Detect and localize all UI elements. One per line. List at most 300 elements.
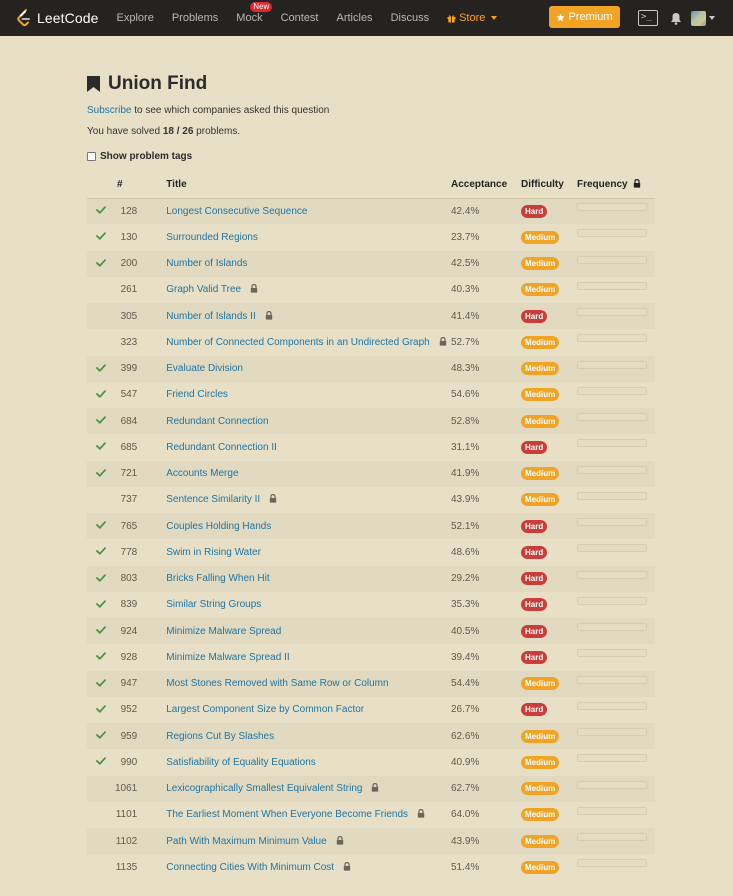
- problem-title-cell: [166, 644, 451, 670]
- frequency-cell: [577, 697, 655, 723]
- nav-right: [638, 0, 715, 36]
- acceptance-rate: 23.7%: [451, 231, 480, 243]
- show-tags-toggle[interactable]: [87, 151, 655, 162]
- solved-status: [87, 356, 115, 382]
- chevron-down-icon[interactable]: [709, 16, 715, 20]
- frequency-bar: [577, 229, 647, 237]
- solved-status: [87, 671, 115, 697]
- frequency-bar: [577, 413, 647, 421]
- table-row: [87, 854, 655, 880]
- frequency-bar: [577, 203, 647, 211]
- frequency-bar: [577, 754, 647, 762]
- solved-status: [87, 723, 115, 749]
- problem-title-link[interactable]: Sentence Similarity II: [166, 494, 261, 506]
- difficulty-cell: [521, 723, 577, 749]
- solved-status: [87, 408, 115, 434]
- problem-number: 737: [120, 494, 138, 506]
- difficulty-cell: [521, 329, 577, 355]
- problem-title-link[interactable]: Path With Maximum Minimum Value: [166, 835, 327, 847]
- difficulty-badge: Hard: [521, 310, 547, 323]
- problem-number: 305: [120, 310, 138, 322]
- difficulty-badge: Hard: [521, 520, 547, 533]
- problem-number: 959: [120, 730, 138, 742]
- problem-number: 128: [120, 205, 138, 217]
- lock-icon: [371, 783, 379, 792]
- chevron-down-icon: [491, 16, 497, 20]
- problem-title-link[interactable]: Number of Connected Components in an Undirected Graph: [166, 336, 430, 348]
- subscribe-link[interactable]: Subscribe: [87, 105, 132, 116]
- nav-explore[interactable]: Explore: [116, 12, 154, 24]
- nav-store[interactable]: [447, 12, 497, 24]
- problem-title-link[interactable]: Minimize Malware Spread: [166, 625, 282, 637]
- frequency-cell: [577, 487, 655, 513]
- acceptance-rate: 48.3%: [451, 363, 480, 375]
- problem-number: 684: [120, 415, 138, 427]
- problem-title-link[interactable]: Minimize Malware Spread II: [166, 651, 290, 663]
- nav-articles[interactable]: Articles: [336, 12, 373, 24]
- frequency-cell: [577, 749, 655, 775]
- problem-title-link[interactable]: Graph Valid Tree: [166, 284, 242, 296]
- solved-status: [87, 513, 115, 539]
- solved-status: [87, 776, 115, 802]
- acceptance-rate: 62.7%: [451, 783, 480, 795]
- problem-number: 928: [120, 651, 138, 663]
- lock-icon: [417, 809, 425, 818]
- check-icon: [96, 626, 106, 634]
- problem-table: [87, 171, 655, 881]
- frequency-bar: [577, 492, 647, 500]
- difficulty-cell: [521, 776, 577, 802]
- solved-count: 18 / 26: [162, 126, 194, 137]
- difficulty-badge: Medium: [521, 231, 559, 244]
- problem-title-link[interactable]: Most Stones Removed with Same Row or Column: [166, 678, 389, 690]
- frequency-cell: [577, 618, 655, 644]
- check-icon: [96, 259, 106, 267]
- difficulty-cell: [521, 749, 577, 775]
- problem-title-link[interactable]: Lexicographically Smallest Equivalent String: [166, 783, 363, 795]
- frequency-cell: [577, 434, 655, 460]
- problem-title-cell: [166, 251, 451, 277]
- check-icon: [96, 364, 106, 372]
- header-frequency[interactable]: [577, 171, 655, 198]
- difficulty-cell: [521, 356, 577, 382]
- problem-title-cell: [166, 513, 451, 539]
- star-icon: [556, 13, 565, 22]
- difficulty-cell: [521, 513, 577, 539]
- frequency-bar: [577, 623, 647, 631]
- difficulty-badge: Medium: [521, 415, 559, 428]
- logo[interactable]: [16, 9, 99, 28]
- lock-icon: [439, 337, 447, 346]
- acceptance-rate: 62.6%: [451, 730, 480, 742]
- logo-text: LeetCode: [37, 10, 99, 26]
- check-icon: [96, 652, 106, 660]
- problem-title-link[interactable]: Redundant Connection II: [166, 441, 277, 453]
- frequency-cell: [577, 356, 655, 382]
- header-acceptance[interactable]: Acceptance: [451, 171, 521, 198]
- problem-title-link[interactable]: Friend Circles: [166, 389, 228, 401]
- acceptance-rate: 40.3%: [451, 284, 480, 296]
- table-row: [87, 303, 655, 329]
- acceptance-rate: 52.8%: [451, 415, 480, 427]
- difficulty-badge: Medium: [521, 336, 559, 349]
- problem-number: 547: [120, 389, 138, 401]
- difficulty-cell: [521, 592, 577, 618]
- acceptance-rate: 41.9%: [451, 468, 480, 480]
- bookmark-icon: [87, 76, 100, 92]
- check-icon: [96, 206, 106, 214]
- problem-title-cell: [166, 408, 451, 434]
- difficulty-badge: Medium: [521, 808, 559, 821]
- table-row: [87, 539, 655, 565]
- problem-number: 947: [120, 678, 138, 690]
- check-icon: [96, 390, 106, 398]
- problem-title-cell: [166, 723, 451, 749]
- difficulty-badge: Medium: [521, 362, 559, 375]
- acceptance-rate: 42.4%: [451, 205, 480, 217]
- problem-title-link[interactable]: Number of Islands II: [166, 310, 256, 322]
- table-row: [87, 513, 655, 539]
- difficulty-badge: Medium: [521, 677, 559, 690]
- difficulty-cell: [521, 697, 577, 723]
- frequency-bar: [577, 676, 647, 684]
- problem-title-cell: [166, 303, 451, 329]
- acceptance-rate: 40.5%: [451, 625, 480, 637]
- frequency-cell: [577, 671, 655, 697]
- difficulty-badge: Medium: [521, 782, 559, 795]
- frequency-bar: [577, 387, 647, 395]
- acceptance-rate: 42.5%: [451, 258, 480, 270]
- subscribe-line: [87, 105, 655, 116]
- solved-status: [87, 697, 115, 723]
- problem-number: 839: [120, 599, 138, 611]
- table-row: [87, 697, 655, 723]
- frequency-cell: [577, 382, 655, 408]
- acceptance-rate: 31.1%: [451, 441, 480, 453]
- check-icon: [96, 731, 106, 739]
- acceptance-rate: 35.3%: [451, 599, 480, 611]
- problem-title-cell: [166, 802, 451, 828]
- frequency-bar: [577, 571, 647, 579]
- problem-title-cell: [166, 671, 451, 697]
- difficulty-badge: Hard: [521, 572, 547, 585]
- problem-title-link[interactable]: Couples Holding Hands: [166, 520, 272, 532]
- difficulty-cell: [521, 828, 577, 854]
- frequency-cell: [577, 461, 655, 487]
- solved-status: [87, 539, 115, 565]
- nav-mock[interactable]: [236, 2, 270, 24]
- table-row: [87, 644, 655, 670]
- solved-status: [87, 566, 115, 592]
- header-difficulty[interactable]: Difficulty: [521, 171, 577, 198]
- acceptance-rate: 40.9%: [451, 756, 480, 768]
- table-row: [87, 224, 655, 250]
- difficulty-cell: [521, 303, 577, 329]
- difficulty-cell: [521, 382, 577, 408]
- table-row: [87, 776, 655, 802]
- problem-title-link[interactable]: Bricks Falling When Hit: [166, 573, 270, 585]
- problem-number: 765: [120, 520, 138, 532]
- difficulty-cell: [521, 198, 577, 224]
- acceptance-rate: 43.9%: [451, 494, 480, 506]
- check-icon: [96, 600, 106, 608]
- problem-title-cell: [166, 224, 451, 250]
- difficulty-cell: [521, 566, 577, 592]
- solved-status: [87, 434, 115, 460]
- frequency-cell: [577, 408, 655, 434]
- solved-status: [87, 592, 115, 618]
- problem-number: 1061: [115, 783, 138, 795]
- table-row: [87, 329, 655, 355]
- solved-status: [87, 618, 115, 644]
- difficulty-cell: [521, 487, 577, 513]
- problem-title-cell: [166, 828, 451, 854]
- difficulty-badge: Medium: [521, 388, 559, 401]
- frequency-bar: [577, 256, 647, 264]
- header-num[interactable]: #: [115, 171, 166, 198]
- problem-number: 323: [120, 336, 138, 348]
- acceptance-rate: 52.7%: [451, 336, 480, 348]
- problem-title-cell: [166, 697, 451, 723]
- table-row: [87, 382, 655, 408]
- frequency-cell: [577, 329, 655, 355]
- problem-title-cell: [166, 487, 451, 513]
- frequency-cell: [577, 539, 655, 565]
- lock-icon: [633, 179, 641, 188]
- acceptance-rate: 48.6%: [451, 546, 480, 558]
- nav-problems[interactable]: Problems: [171, 12, 219, 24]
- problem-title-cell: [166, 776, 451, 802]
- difficulty-badge: Medium: [521, 467, 559, 480]
- difficulty-badge: Medium: [521, 861, 559, 874]
- acceptance-rate: 39.4%: [451, 651, 480, 663]
- table-row: [87, 671, 655, 697]
- table-row: [87, 487, 655, 513]
- difficulty-badge: Medium: [521, 493, 559, 506]
- problem-title-link[interactable]: Surrounded Regions: [166, 231, 258, 243]
- problem-number: 261: [120, 284, 138, 296]
- problem-number: 200: [120, 258, 138, 270]
- premium-button[interactable]: [549, 6, 620, 28]
- acceptance-rate: 52.1%: [451, 520, 480, 532]
- acceptance-rate: 43.9%: [451, 835, 480, 847]
- difficulty-badge: Medium: [521, 756, 559, 769]
- problem-number: 1135: [115, 861, 138, 873]
- problem-title-link[interactable]: Largest Component Size by Common Factor: [166, 704, 365, 716]
- difficulty-badge: Hard: [521, 703, 547, 716]
- frequency-cell: [577, 854, 655, 880]
- solved-status: [87, 749, 115, 775]
- solved-status: [87, 329, 115, 355]
- table-row: [87, 251, 655, 277]
- solved-status: [87, 854, 115, 880]
- table-row: [87, 749, 655, 775]
- frequency-bar: [577, 518, 647, 526]
- difficulty-cell: [521, 671, 577, 697]
- difficulty-badge: Medium: [521, 835, 559, 848]
- frequency-bar: [577, 308, 647, 316]
- table-row: [87, 198, 655, 224]
- lock-icon: [265, 311, 273, 320]
- navbar: [0, 0, 733, 36]
- difficulty-cell: [521, 434, 577, 460]
- difficulty-badge: Medium: [521, 730, 559, 743]
- problem-title-cell: [166, 356, 451, 382]
- problem-title-cell: [166, 749, 451, 775]
- problem-number: 685: [120, 441, 138, 453]
- frequency-cell: [577, 592, 655, 618]
- solved-status: [87, 251, 115, 277]
- difficulty-badge: Hard: [521, 625, 547, 638]
- difficulty-cell: [521, 854, 577, 880]
- difficulty-badge: Hard: [521, 205, 547, 218]
- table-row: [87, 277, 655, 303]
- check-icon: [96, 521, 106, 529]
- frequency-bar: [577, 282, 647, 290]
- title-row: [87, 73, 655, 95]
- solved-status: [87, 198, 115, 224]
- problem-title-cell: [166, 854, 451, 880]
- header-status: [87, 171, 115, 198]
- problem-title-link[interactable]: Regions Cut By Slashes: [166, 730, 275, 742]
- solved-status: [87, 644, 115, 670]
- difficulty-cell: [521, 644, 577, 670]
- nav-contest[interactable]: Contest: [280, 12, 319, 24]
- frequency-bar: [577, 597, 647, 605]
- table-row: [87, 802, 655, 828]
- problem-title-cell: [166, 434, 451, 460]
- table-header-row: [87, 171, 655, 198]
- difficulty-cell: [521, 408, 577, 434]
- acceptance-rate: 51.4%: [451, 861, 480, 873]
- solved-status: [87, 802, 115, 828]
- difficulty-cell: [521, 224, 577, 250]
- lock-icon: [343, 862, 351, 871]
- solved-summary: [87, 126, 655, 137]
- problem-title-cell: [166, 461, 451, 487]
- difficulty-badge: Medium: [521, 283, 559, 296]
- frequency-bar: [577, 859, 647, 867]
- problem-title-link[interactable]: Satisfiability of Equality Equations: [166, 756, 316, 768]
- difficulty-cell: [521, 539, 577, 565]
- problem-title-link[interactable]: Similar String Groups: [166, 599, 262, 611]
- problem-number: 399: [120, 363, 138, 375]
- table-row: [87, 618, 655, 644]
- show-tags-checkbox[interactable]: [87, 152, 96, 161]
- frequency-bar: [577, 702, 647, 710]
- solved-prefix: You have solved: [87, 126, 163, 137]
- problem-number: 778: [120, 546, 138, 558]
- problem-title-cell: [166, 566, 451, 592]
- check-icon: [96, 416, 106, 424]
- solved-status: [87, 382, 115, 408]
- frequency-bar: [577, 833, 647, 841]
- difficulty-badge: Hard: [521, 651, 547, 664]
- difficulty-cell: [521, 461, 577, 487]
- problem-title-link[interactable]: Evaluate Division: [166, 363, 243, 375]
- terminal-icon[interactable]: >_: [638, 10, 658, 26]
- page-title: Union Find: [108, 73, 208, 94]
- difficulty-badge: Hard: [521, 441, 547, 454]
- frequency-bar: [577, 781, 647, 789]
- frequency-cell: [577, 251, 655, 277]
- problem-title-cell: [166, 618, 451, 644]
- problem-title-link[interactable]: Longest Consecutive Sequence: [166, 205, 308, 217]
- frequency-cell: [577, 776, 655, 802]
- table-row: [87, 408, 655, 434]
- frequency-bar: [577, 649, 647, 657]
- lock-icon: [250, 284, 258, 293]
- difficulty-cell: [521, 251, 577, 277]
- problem-title-cell: [166, 539, 451, 565]
- problem-title-cell: [166, 329, 451, 355]
- acceptance-rate: 54.4%: [451, 678, 480, 690]
- problem-title-link[interactable]: The Earliest Moment When Everyone Become Friends: [166, 809, 409, 821]
- avatar[interactable]: [691, 11, 706, 26]
- difficulty-badge: Medium: [521, 257, 559, 270]
- table-row: [87, 723, 655, 749]
- leetcode-logo-icon: [16, 9, 33, 28]
- problem-title-link[interactable]: Number of Islands: [166, 258, 248, 270]
- solved-status: [87, 303, 115, 329]
- problem-title-link[interactable]: Swim in Rising Water: [166, 546, 261, 558]
- frequency-cell: [577, 566, 655, 592]
- frequency-cell: [577, 224, 655, 250]
- acceptance-rate: 64.0%: [451, 809, 480, 821]
- problem-title-link[interactable]: Connecting Cities With Minimum Cost: [166, 861, 335, 873]
- check-icon: [96, 469, 106, 477]
- problem-number: 952: [120, 704, 138, 716]
- check-icon: [96, 442, 106, 450]
- check-icon: [96, 574, 106, 582]
- problem-number: 130: [120, 231, 138, 243]
- problem-number: 721: [120, 468, 138, 480]
- main-content: [87, 73, 655, 881]
- header-title[interactable]: Title: [166, 171, 451, 198]
- lock-icon: [336, 836, 344, 845]
- gift-icon: [447, 14, 456, 23]
- frequency-cell: [577, 513, 655, 539]
- problem-number: 803: [120, 573, 138, 585]
- check-icon: [96, 232, 106, 240]
- frequency-bar: [577, 544, 647, 552]
- check-icon: [96, 757, 106, 765]
- solved-status: [87, 224, 115, 250]
- problem-title-cell: [166, 198, 451, 224]
- problem-title-cell: [166, 382, 451, 408]
- difficulty-badge: Hard: [521, 598, 547, 611]
- problem-title-cell: [166, 592, 451, 618]
- check-icon: [96, 679, 106, 687]
- problem-title-link[interactable]: Accounts Merge: [166, 468, 239, 480]
- frequency-cell: [577, 828, 655, 854]
- table-row: [87, 566, 655, 592]
- problem-title-link[interactable]: Redundant Connection: [166, 415, 269, 427]
- frequency-cell: [577, 277, 655, 303]
- frequency-cell: [577, 303, 655, 329]
- solved-suffix: problems.: [193, 126, 241, 137]
- check-icon: [96, 547, 106, 555]
- frequency-cell: [577, 723, 655, 749]
- nav-discuss[interactable]: Discuss: [390, 12, 430, 24]
- lock-icon: [269, 494, 277, 503]
- difficulty-cell: [521, 618, 577, 644]
- premium-label: Premium: [568, 11, 613, 23]
- solved-status: [87, 277, 115, 303]
- bell-icon[interactable]: [670, 12, 682, 25]
- problem-number: 990: [120, 756, 138, 768]
- table-row: [87, 461, 655, 487]
